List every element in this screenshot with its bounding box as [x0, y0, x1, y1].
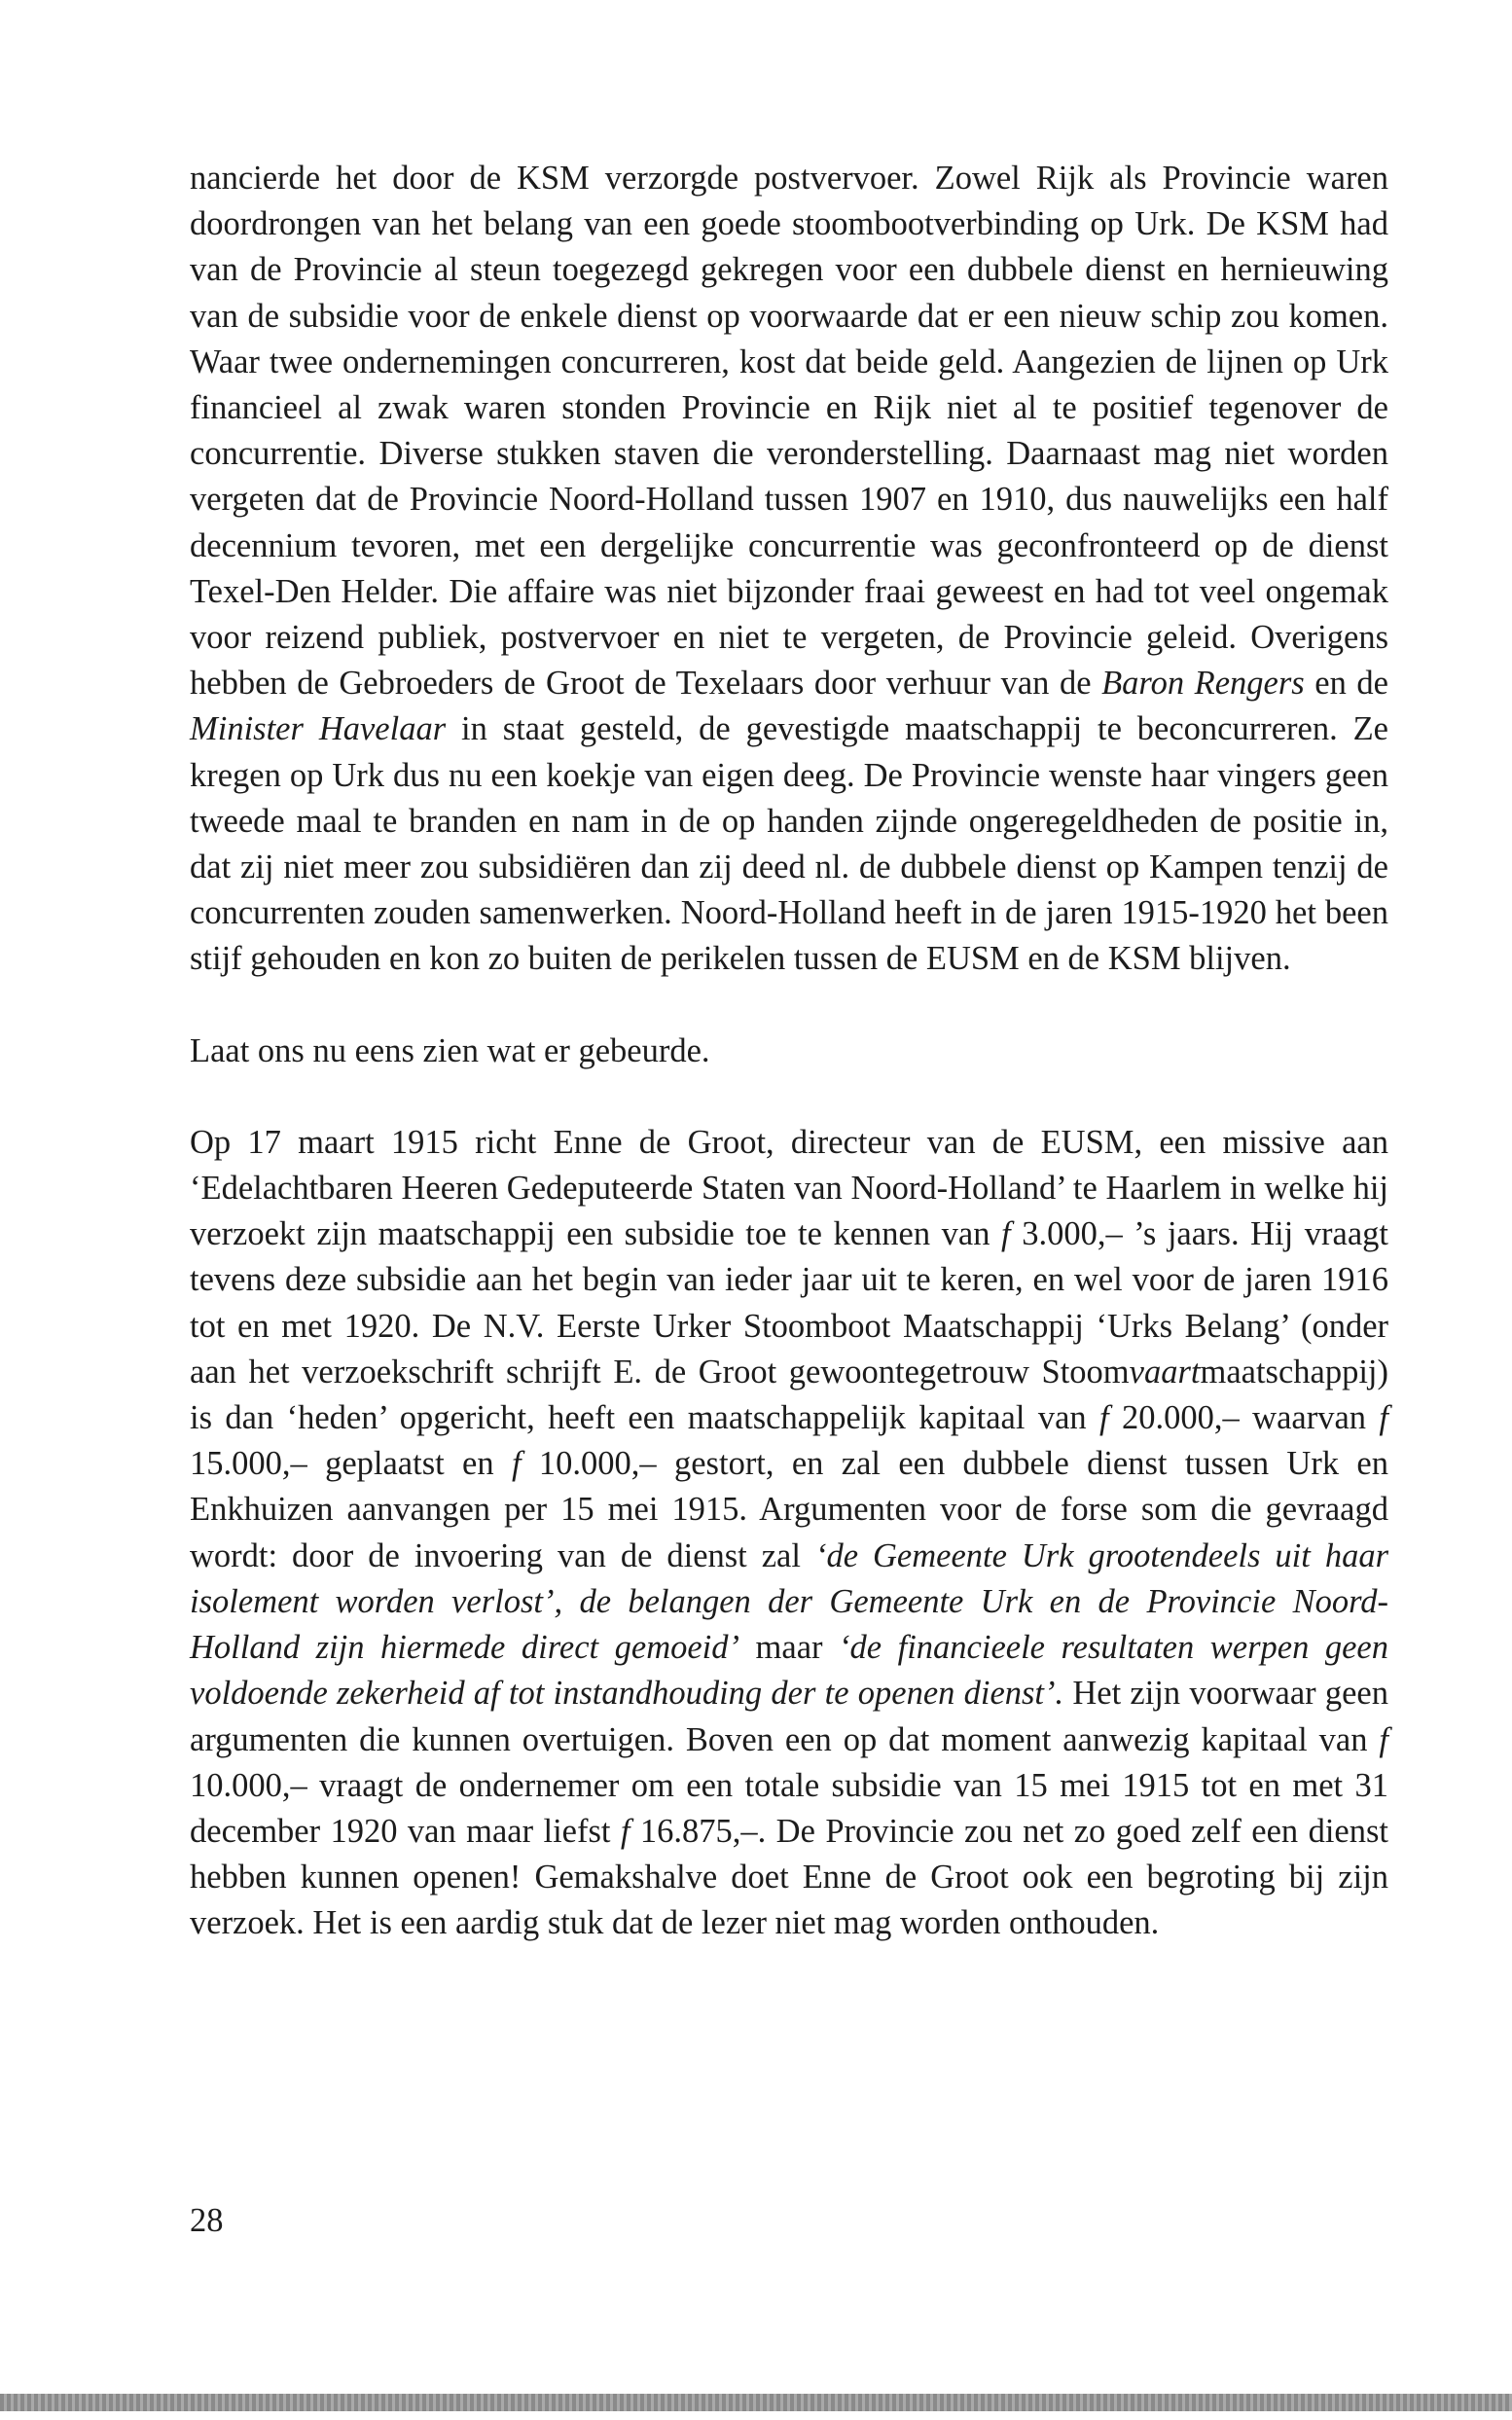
italic-word: vaart: [1129, 1353, 1201, 1391]
guilder-symbol: f: [1379, 1720, 1388, 1758]
paragraph-2: [190, 1029, 1388, 1074]
text-run: en de: [1304, 665, 1388, 703]
text-run: 10.000,– vraagt de ondernemer om een totale subsidie van 15 mei 1915 tot en met 31 december 1920 van maar liefst: [190, 1766, 1388, 1850]
text-run: 10.000,– gestort, en zal een dubbele dienst tussen Urk en Enkhuizen aanvangen per 15 mei 1915. Argumenten voor de forse som die gevraagd wordt: door de invoering van de dienst zal: [190, 1445, 1388, 1574]
text-run: Het zijn voorwaar geen argumenten die kunnen overtuigen. Boven een op dat moment aanwezig kapitaal van: [190, 1675, 1388, 1758]
guilder-symbol: f: [620, 1812, 630, 1850]
text-run: Op 17 maart 1915 richt Enne de Groot, directeur van de EUSM, een missive aan ‘Edelachtbaren Heeren Gedeputeerde Staten van Noord-Holland’ te Haarlem in welke hij verzoekt zijn maatschappij een subsidie toe te kennen van: [190, 1123, 1388, 1253]
ship-name-baron-rengers: Baron Rengers: [1101, 665, 1305, 703]
paragraph-1: [190, 156, 1388, 983]
page-number: 28: [190, 2202, 224, 2239]
paragraph-3: [190, 1120, 1388, 1947]
text-run: 15.000,– geplaatst en: [190, 1445, 512, 1483]
guilder-symbol: f: [1379, 1399, 1388, 1437]
text-run: 16.875,–. De Provincie zou net zo goed zelf een dienst hebben kunnen openen! Gemakshalve doet Enne de Groot ook een begroting bij zijn verzoek. Het is een aardig stuk dat de lezer niet mag worden onthouden.: [190, 1812, 1388, 1942]
guilder-symbol: f: [511, 1445, 522, 1483]
guilder-symbol: f: [1001, 1215, 1011, 1253]
text-run: 20.000,– waarvan: [1108, 1399, 1380, 1437]
text-run: maar: [739, 1629, 840, 1667]
text-run: in staat gesteld, de gevestigde maatschappij te beconcurreren. Ze kregen op Urk dus nu een koekje van eigen deeg. De Provincie wenste haar vingers geen tweede maal te branden en nam in de op handen zijnde ongeregeldheden de positie in, dat zij niet meer zou subsidiëren dan zij deed nl. de dubbele dienst op Kampen tenzij de concurrenten zouden samenwerken. Noord-Holland heeft in de jaren 1915-1920 het been stijf gehouden en kon zo buiten de perikelen tussen de EUSM en de KSM blijven.: [190, 710, 1388, 978]
scan-edge-band: [0, 2394, 1512, 2411]
guilder-symbol: f: [1099, 1399, 1109, 1437]
page-body: [190, 156, 1388, 1947]
quotation-italic: ‘de Gemeente Urk grootendeels uit haar isolement worden verlost’, de belangen der Gemeente Urk en de Provincie Noord-Holland zijn hiermede direct gemoeid’: [190, 1536, 1389, 1667]
quotation-italic: ‘de financieele resultaten werpen geen voldoende zekerheid af tot instandhouding der te openen dienst’.: [190, 1629, 1388, 1713]
ship-name-minister-havelaar: Minister Havelaar: [190, 710, 447, 748]
text-run: Laat ons nu eens zien wat er gebeurde.: [190, 1031, 710, 1069]
text-run: maatschappij) is dan ‘heden’ opgericht, heeft een maatschappelijk kapitaal van: [190, 1353, 1388, 1437]
text-run: nancierde het door de KSM verzorgde postvervoer. Zowel Rijk als Provincie waren doordrongen van het belang van een goede stoombootverbinding op Urk. De KSM had van de Provincie al steun toegezegd gekregen voor een dubbele dienst en hernieuwing van de subsidie voor de enkele dienst op voorwaarde dat er een nieuw schip zou komen. Waar twee ondernemingen concurreren, kost dat beide geld. Aangezien de lijnen op Urk financieel al zwak waren stonden Provincie en Rijk niet al te positief tegenover de concurrentie. Diverse stukken staven die veronderstelling. Daarnaast mag niet worden vergeten dat de Provincie Noord-Holland tussen 1907 en 1910, dus nauwelijks een half decennium tevoren, met een dergelijke concurrentie was geconfronteerd op de dienst Texel-Den Helder. Die affaire was niet bijzonder fraai geweest en had tot veel ongemak voor reizend publiek, postvervoer en niet te vergeten, de Provincie geleid. Overigens hebben de Gebroeders de Groot de Texelaars door verhuur van de: [190, 160, 1388, 703]
text-run: 3.000,– ’s jaars. Hij vraagt tevens deze subsidie aan het begin van ieder jaar uit te keren, en wel voor de jaren 1916 tot en met 1920. De N.V. Eerste Urker Stoomboot Maatschappij ‘Urks Belang’ (onder aan het verzoekschrift schrijft E. de Groot gewoontegetrouw Stoom: [190, 1215, 1388, 1391]
